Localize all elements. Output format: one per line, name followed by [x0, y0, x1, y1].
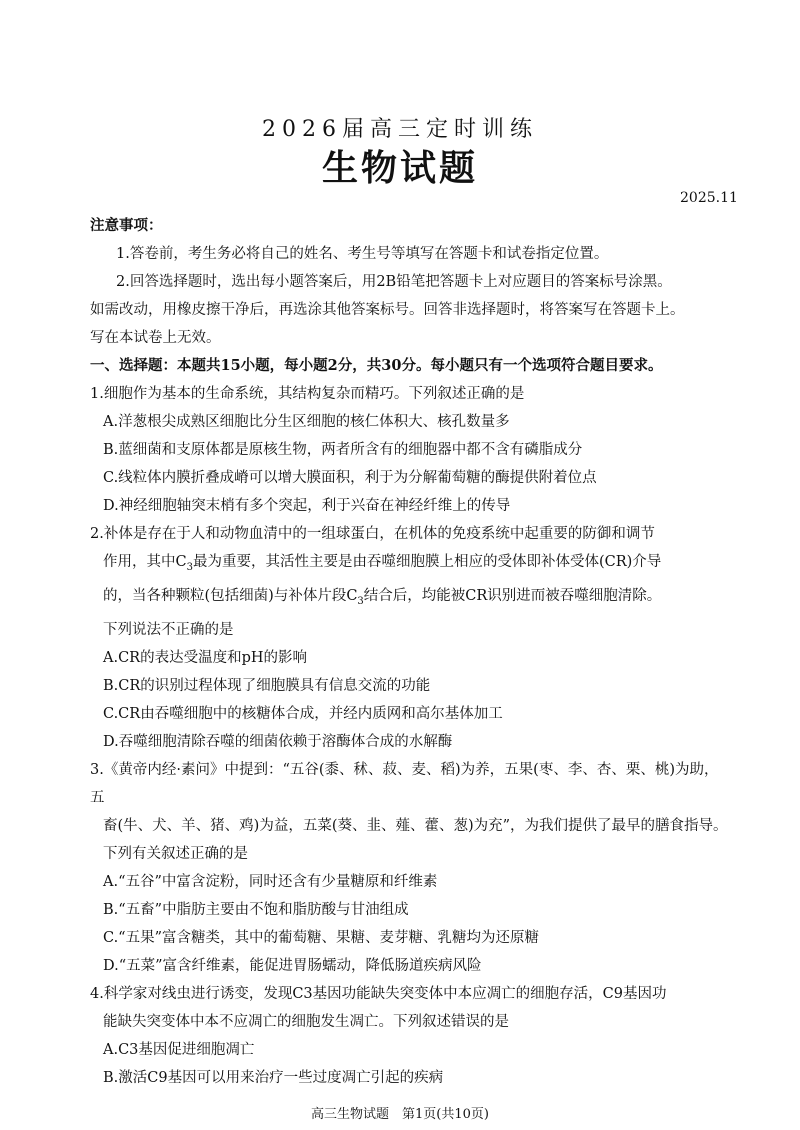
q4-option-a: A.C3基因促进细胞凋亡	[103, 1041, 255, 1058]
section-heading: 一、选择题：本题共15小题，每小题2分，共30分。每小题只有一个选项符合题目要求。	[90, 357, 663, 374]
q2-text: 最为重要，其活性主要是由吞噬细胞膜上相应的受体即补体受体(CR)介导	[192, 554, 662, 570]
q3-option-a: A.“五谷”中富含淀粉，同时还含有少量糖原和纤维素	[103, 873, 438, 890]
q3-option-d: D.“五菜”富含纤维素，能促进胃肠蠕动，降低肠道疾病风险	[103, 957, 482, 974]
q3-option-b: B.“五畜”中脂肪主要由不饱和脂肪酸与甘油组成	[103, 901, 409, 918]
subscript: 3	[186, 561, 193, 573]
q1-option-c: C.线粒体内膜折叠成嵴可以增大膜面积，利于为分解葡萄糖的酶提供附着位点	[103, 470, 597, 486]
q2-option-a: A.CR的表达受温度和pH的影响	[103, 649, 308, 666]
page-footer: 高三生物试题 第1页(共10页)	[311, 1107, 489, 1122]
q2-stem-line-3	[90, 582, 730, 616]
q2-option-b: B.CR的识别过程体现了细胞膜具有信息交流的功能	[103, 677, 431, 694]
q3-stem-line-1: 3.《黄帝内经·素问》中提到：“五谷(黍、秫、菽、麦、稻)为养，五果(枣、李、杏、栗、桃)为助，五	[90, 761, 719, 806]
notice-item-1: 1.答卷前，考生务必将自己的姓名、考生号等填写在答题卡和试卷指定位置。	[116, 246, 609, 262]
notice-title: 注意事项：	[90, 217, 163, 234]
q3-option-c: C.“五果”富含糖类，其中的葡萄糖、果糖、麦芽糖、乳糖均为还原糖	[103, 929, 540, 946]
exam-content	[90, 212, 730, 1092]
subscript: 3	[357, 595, 364, 607]
subject-title: 生物试题	[321, 147, 478, 189]
q2-option-c: C.CR由吞噬细胞中的核糖体合成，并经内质网和高尔基体加工	[103, 705, 503, 722]
q1-option-b: B.蓝细菌和支原体都是原核生物，两者所含有的细胞器中都不含有磷脂成分	[103, 442, 583, 458]
q2-stem-line-4: 下列说法不正确的是	[103, 621, 234, 638]
exam-date: 2025.11	[680, 190, 738, 206]
q3-stem-line-3: 下列有关叙述正确的是	[103, 845, 248, 862]
q2-text: 的，当各种颗粒(包括细菌)与补体片段C	[103, 587, 358, 604]
q2-text: 结合后，均能被CR识别进而被吞噬细胞清除。	[363, 587, 662, 604]
q2-stem-line-2	[90, 548, 730, 582]
q2-option-d: D.吞噬细胞清除吞噬的细菌依赖于溶酶体合成的水解酶	[103, 733, 453, 750]
q4-stem-line-2: 能缺失突变体中本不应凋亡的细胞发生凋亡。下列叙述错误的是	[103, 1013, 509, 1030]
q1-option-d: D.神经细胞轴突末梢有多个突起，利于兴奋在神经纤维上的传导	[103, 498, 511, 514]
notice-item-2-line-1: 2.回答选择题时，选出每小题答案后，用2B铅笔把答题卡上对应题目的答案标号涂黑。	[116, 274, 672, 290]
exam-title: 2026届高三定时训练	[262, 117, 538, 142]
q4-stem-line-1: 4.科学家对线虫进行诱变，发现C3基因功能缺失突变体中本应凋亡的细胞存活，C9基因功	[90, 985, 667, 1002]
q2-text: 作用，其中C	[103, 554, 187, 570]
q1-stem: 1.细胞作为基本的生命系统，其结构复杂而精巧。下列叙述正确的是	[90, 386, 525, 402]
q2-stem-line-1: 2.补体是存在于人和动物血清中的一组球蛋白，在机体的免疫系统中起重要的防御和调节	[90, 526, 655, 542]
q3-stem-line-2: 畜(牛、犬、羊、猪、鸡)为益，五菜(葵、韭、薤、藿、葱)为充”，为我们提供了最早的膳食指导。	[103, 817, 728, 834]
q1-option-a: A.洋葱根尖成熟区细胞比分生区细胞的核仁体积大、核孔数量多	[103, 414, 510, 430]
notice-item-2-line-2: 如需改动，用橡皮擦干净后，再选涂其他答案标号。回答非选择题时，将答案写在答题卡上。	[90, 302, 685, 318]
q4-option-b: B.激活C9基因可以用来治疗一些过度凋亡引起的疾病	[103, 1069, 444, 1086]
notice-item-2-line-3: 写在本试卷上无效。	[90, 330, 221, 346]
